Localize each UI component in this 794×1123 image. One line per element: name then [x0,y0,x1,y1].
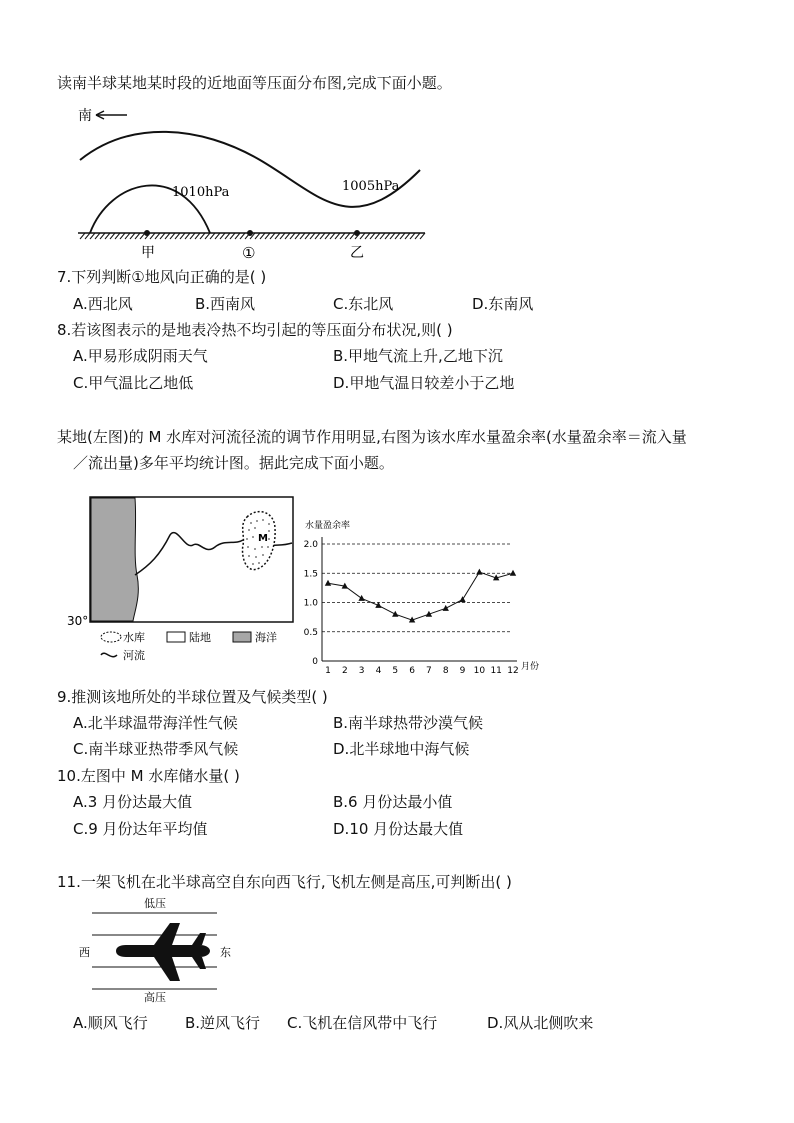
q11-option-d[interactable]: D.风从北侧吹来 [487,1014,594,1032]
chart-data-point [358,595,364,601]
surplus-rate-chart [297,515,542,675]
point-1-marker [247,230,253,236]
legend-ocean-label: 海洋 [255,631,277,644]
q10-option-b[interactable]: B.6 月份达最小值 [333,793,453,811]
legend-river-symbol [101,653,117,656]
chart-x-tick-label: 9 [459,666,466,675]
chart-x-tick-label: 5 [392,666,399,675]
chart-x-tick-label: 6 [409,666,415,675]
west-label: 西 [79,946,90,959]
isobar-figure [70,100,440,265]
q10-option-a[interactable]: A.3 月份达最大值 [73,793,193,811]
chart-y-tick-label: 0 [312,657,318,667]
isobar-upper-curve [80,132,420,207]
q11-option-b[interactable]: B.逆风飞行 [185,1014,261,1032]
chart-data-point [510,570,516,576]
q9-stem: 9.推测该地所处的半球位置及气候类型( ) [57,688,328,706]
q11-stem: 11.一架飞机在北半球高空自东向西飞行,飞机左侧是高压,可判断出( ) [57,873,512,891]
section1-intro: 读南半球某地某时段的近地面等压面分布图,完成下面小题。 [57,74,452,92]
q9-option-a[interactable]: A.北半球温带海洋性气候 [73,714,238,732]
legend-river-label: 河流 [123,649,145,662]
latitude-30-label: 30° [67,614,89,628]
point-jia-marker [144,230,150,236]
isobar-1005-label: 1005hPa [342,179,400,194]
point-jia-label: 甲 [141,245,155,261]
point-yi-marker [354,230,360,236]
airplane-figure [72,893,247,1008]
chart-x-tick-label: 4 [375,666,382,675]
legend-ocean-symbol [233,632,251,642]
high-pressure-label: 高压 [144,991,166,1004]
q9-option-c[interactable]: C.南半球亚热带季风气候 [73,740,239,758]
low-pressure-label: 低压 [144,897,166,910]
south-arrow-label: 南 [78,108,92,124]
q11-option-c[interactable]: C.飞机在信风带中飞行 [287,1014,438,1032]
reservoir-m-label: M [258,533,268,544]
chart-x-tick-label: 11 [490,666,502,675]
q10-option-c[interactable]: C.9 月份达年平均值 [73,820,208,838]
chart-data-point [443,605,449,611]
q9-option-b[interactable]: B.南半球热带沙漠气候 [333,714,484,732]
chart-data-point [325,580,331,586]
chart-x-tick-label: 8 [442,666,449,675]
chart-data-point [476,569,482,575]
ocean-area [91,498,138,621]
legend-reservoir-symbol [101,632,121,642]
surplus-rate-series-line [328,572,513,620]
q9-option-d[interactable]: D.北半球地中海气候 [333,740,470,758]
chart-x-label: 月份 [521,662,540,672]
chart-x-tick-label: 1 [325,666,331,675]
east-label: 东 [220,946,231,959]
chart-x-tick-label: 10 [473,666,486,675]
q8-stem: 8.若该图表示的是地表冷热不均引起的等压面分布状况,则( ) [57,321,453,339]
q11-option-a[interactable]: A.顺风飞行 [73,1014,148,1032]
airplane-icon [116,923,210,981]
chart-y-label: 水量盈余率 [305,521,351,531]
q7-option-b[interactable]: B.西南风 [195,295,256,313]
q8-option-b[interactable]: B.甲地气流上升,乙地下沉 [333,347,503,365]
chart-x-tick-label: 2 [341,666,348,675]
legend-reservoir-label: 水库 [123,631,145,644]
chart-y-tick-label: 1.5 [303,569,318,580]
q10-option-d[interactable]: D.10 月份达最大值 [333,820,464,838]
legend-land-label: 陆地 [189,631,211,644]
chart-y-tick-label: 2.0 [303,540,318,550]
q8-option-c[interactable]: C.甲气温比乙地低 [73,374,194,392]
chart-y-tick-label: 0.5 [303,627,318,638]
q7-option-a[interactable]: A.西北风 [73,295,133,313]
q8-option-a[interactable]: A.甲易形成阴雨天气 [73,347,208,365]
chart-data-point [392,611,398,617]
section2-intro-line2: ／流出量)多年平均统计图。据此完成下面小题。 [73,454,394,472]
reservoir-map [65,495,295,665]
chart-x-tick-label: 12 [507,666,519,675]
point-1-label: ① [242,244,256,262]
q8-option-d[interactable]: D.甲地气温日较差小于乙地 [333,374,515,392]
chart-x-tick-label: 7 [426,666,432,675]
legend-land-symbol [167,632,185,642]
q7-option-d[interactable]: D.东南风 [472,295,534,313]
point-yi-label: 乙 [350,245,364,261]
q7-option-c[interactable]: C.东北风 [333,295,394,313]
direction-arrow-icon [96,111,127,119]
q7-stem: 7.下列判断①地风向正确的是( ) [57,268,267,286]
chart-y-tick-label: 1.0 [303,598,318,609]
section2-intro-line1: 某地(左图)的 M 水库对河流径流的调节作用明显,右图为该水库水量盈余率(水量盈余率＝流入量 [57,428,687,446]
chart-x-tick-label: 3 [358,666,365,675]
q10-stem: 10.左图中 M 水库储水量( ) [57,767,240,785]
chart-data-point [459,596,465,602]
isobar-1010-label: 1010hPa [172,185,230,200]
